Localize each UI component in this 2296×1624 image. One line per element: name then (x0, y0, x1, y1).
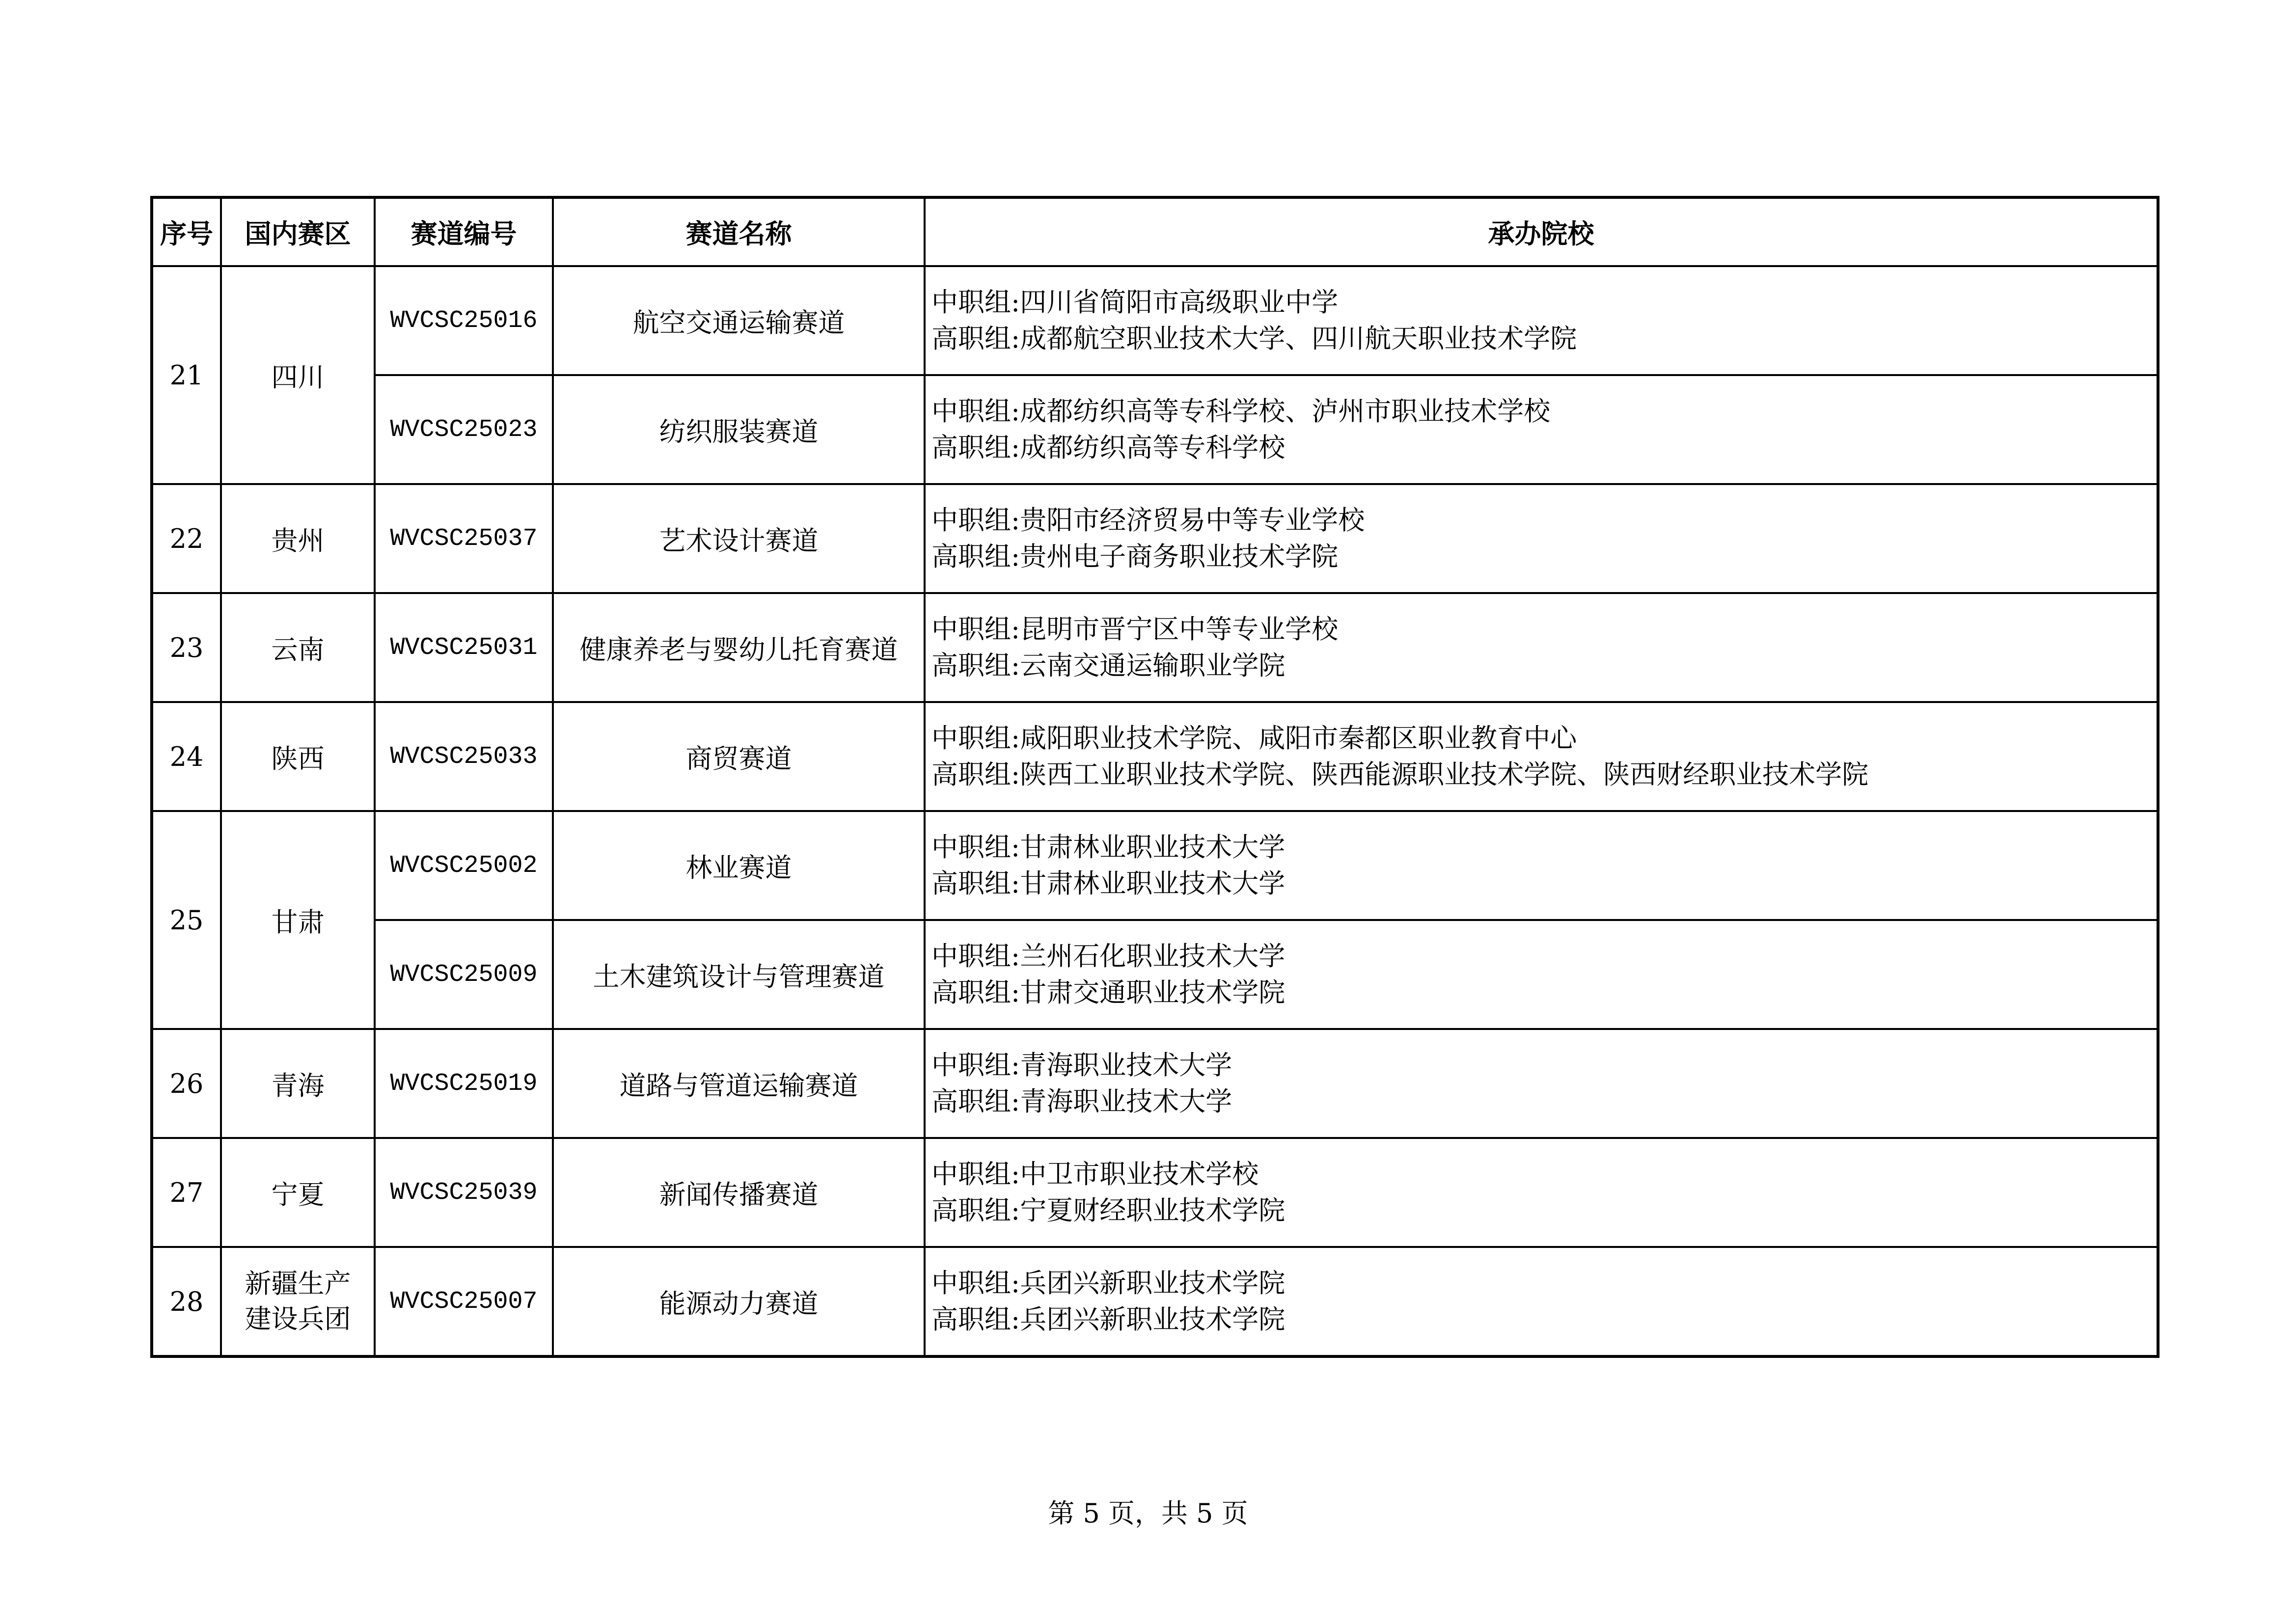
higher-host: 高职组:宁夏财经职业技术学院 (931, 1195, 1285, 1226)
region-line: 新疆生产 (245, 1268, 351, 1299)
track-code: WVCSC25039 (375, 1138, 553, 1247)
track-code: WVCSC25033 (375, 702, 553, 811)
track-code: WVCSC25016 (375, 266, 553, 375)
row-number: 27 (152, 1138, 221, 1247)
track-name: 商贸赛道 (553, 702, 925, 811)
secondary-host: 中职组:中卫市职业技术学校 (931, 1159, 1259, 1190)
row-number: 23 (152, 593, 221, 702)
track-name: 健康养老与婴幼儿托育赛道 (553, 593, 925, 702)
header-host: 承办院校 (925, 197, 2158, 266)
track-name: 能源动力赛道 (553, 1247, 925, 1356)
track-code: WVCSC25007 (375, 1247, 553, 1356)
table-row (152, 920, 2158, 1029)
table-row (152, 484, 2158, 593)
region-cell: 甘肃 (221, 811, 375, 1029)
row-number: 24 (152, 702, 221, 811)
higher-host: 高职组:甘肃交通职业技术学院 (931, 977, 1285, 1008)
region-cell: 陕西 (221, 702, 375, 811)
region-cell (221, 1247, 375, 1356)
track-name: 土木建筑设计与管理赛道 (553, 920, 925, 1029)
region-cell: 四川 (221, 266, 375, 484)
higher-host: 高职组:兵团兴新职业技术学院 (931, 1304, 1285, 1335)
table-row (152, 375, 2158, 484)
host-schools-cell (925, 484, 2158, 593)
secondary-host: 中职组:青海职业技术大学 (931, 1050, 1232, 1081)
region-cell: 贵州 (221, 484, 375, 593)
track-code: WVCSC25002 (375, 811, 553, 920)
table-row (152, 266, 2158, 375)
track-code: WVCSC25031 (375, 593, 553, 702)
table-row (152, 702, 2158, 811)
host-schools-cell (925, 1029, 2158, 1138)
track-name: 艺术设计赛道 (553, 484, 925, 593)
secondary-host: 中职组:成都纺织高等专科学校、泸州市职业技术学校 (931, 396, 1551, 427)
higher-host: 高职组:甘肃林业职业技术大学 (931, 868, 1285, 899)
host-schools-cell (925, 1138, 2158, 1247)
table-header-row (152, 197, 2158, 266)
track-code: WVCSC25037 (375, 484, 553, 593)
higher-host: 高职组:成都航空职业技术大学、四川航天职业技术学院 (931, 323, 1577, 354)
track-code: WVCSC25009 (375, 920, 553, 1029)
secondary-host: 中职组:贵阳市经济贸易中等专业学校 (931, 505, 1365, 536)
host-schools-cell (925, 1247, 2158, 1356)
host-schools-cell (925, 702, 2158, 811)
secondary-host: 中职组:兵团兴新职业技术学院 (931, 1268, 1285, 1299)
table-row (152, 1247, 2158, 1356)
track-name: 林业赛道 (553, 811, 925, 920)
track-name: 道路与管道运输赛道 (553, 1029, 925, 1138)
secondary-host: 中职组:昆明市晋宁区中等专业学校 (931, 614, 1339, 645)
higher-host: 高职组:贵州电子商务职业技术学院 (931, 541, 1339, 572)
region-cell: 宁夏 (221, 1138, 375, 1247)
secondary-host: 中职组:甘肃林业职业技术大学 (931, 832, 1285, 863)
row-number: 28 (152, 1247, 221, 1356)
secondary-host: 中职组:四川省简阳市高级职业中学 (931, 287, 1339, 318)
higher-host: 高职组:青海职业技术大学 (931, 1086, 1232, 1117)
host-schools-cell (925, 920, 2158, 1029)
row-number: 26 (152, 1029, 221, 1138)
row-number: 25 (152, 811, 221, 1029)
header-code: 赛道编号 (375, 197, 553, 266)
track-name: 新闻传播赛道 (553, 1138, 925, 1247)
host-schools-cell (925, 593, 2158, 702)
track-code: WVCSC25023 (375, 375, 553, 484)
track-name: 航空交通运输赛道 (553, 266, 925, 375)
region-cell: 云南 (221, 593, 375, 702)
secondary-host: 中职组:兰州石化职业技术大学 (931, 941, 1285, 972)
header-region: 国内赛区 (221, 197, 375, 266)
table-row (152, 593, 2158, 702)
region-cell: 青海 (221, 1029, 375, 1138)
page-footer: 第 5 页，共 5 页 (1048, 1498, 1248, 1529)
row-number: 22 (152, 484, 221, 593)
table-row (152, 1029, 2158, 1138)
region-line: 建设兵团 (245, 1303, 351, 1334)
row-number: 21 (152, 266, 221, 484)
host-schools-cell (925, 266, 2158, 375)
host-schools-table (150, 196, 2159, 1358)
track-code: WVCSC25019 (375, 1029, 553, 1138)
host-schools-cell (925, 811, 2158, 920)
secondary-host: 中职组:咸阳职业技术学院、咸阳市秦都区职业教育中心 (931, 723, 1577, 754)
higher-host: 高职组:成都纺织高等专科学校 (931, 432, 1285, 463)
table-row (152, 1138, 2158, 1247)
higher-host: 高职组:云南交通运输职业学院 (931, 650, 1285, 681)
track-name: 纺织服装赛道 (553, 375, 925, 484)
higher-host: 高职组:陕西工业职业技术学院、陕西能源职业技术学院、陕西财经职业技术学院 (931, 759, 1869, 790)
host-schools-cell (925, 375, 2158, 484)
table-row (152, 811, 2158, 920)
header-name: 赛道名称 (553, 197, 925, 266)
header-no: 序号 (152, 197, 221, 266)
